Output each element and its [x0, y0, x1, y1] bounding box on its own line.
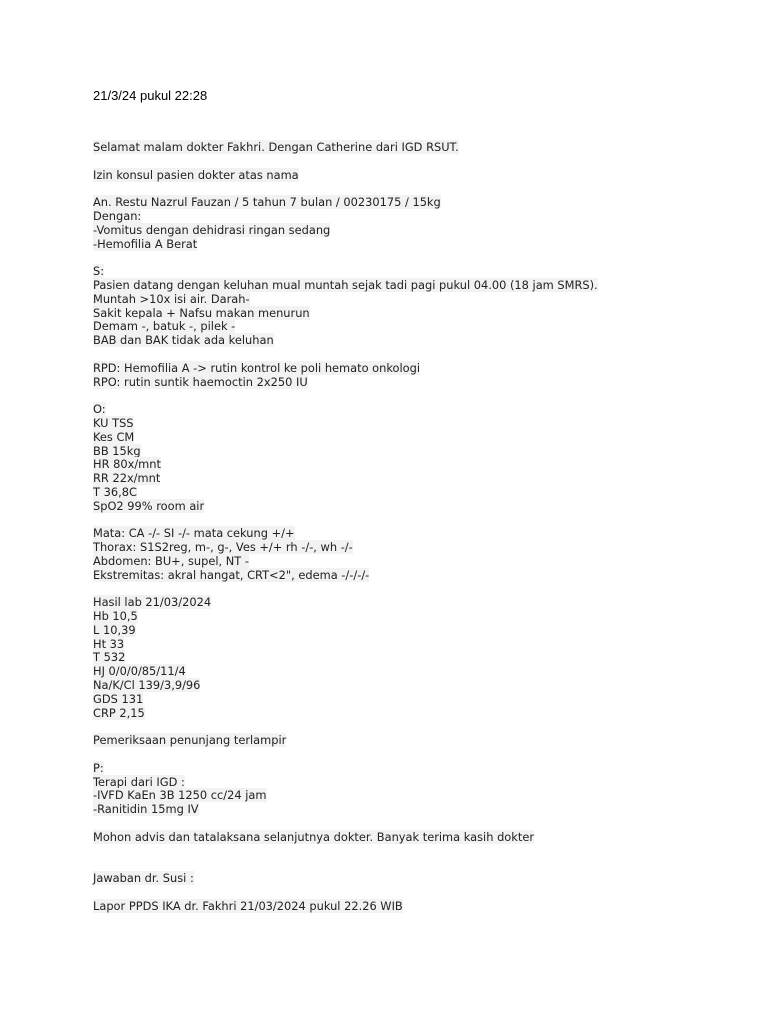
lab-line: Hb 10,5: [93, 609, 138, 624]
patient-identity-line: An. Restu Nazrul Fauzan / 5 tahun 7 bulan / 00230175 / 15kg: [93, 195, 441, 210]
lab-line: Hasil lab 21/03/2024: [93, 595, 212, 610]
dengan-label: Dengan:: [93, 208, 142, 223]
subjective-line: Pasien datang dengan keluhan mual muntah sejak tadi pagi pukul 04.00 (18 jam SMRS).: [93, 277, 598, 292]
reply-label: Jawaban dr. Susi :: [93, 871, 194, 886]
lab-line: HJ 0/0/0/85/11/4: [93, 664, 186, 679]
diagnosis-line: -Hemofilia A Berat: [93, 236, 198, 251]
history-line: RPD: Hemofilia A -> rutin kontrol ke poli hemato onkologi: [93, 360, 421, 375]
report-line: Lapor PPDS IKA dr. Fakhri 21/03/2024 pukul 22.26 WIB: [93, 898, 403, 913]
lab-line: Ht 33: [93, 636, 125, 651]
diagnosis-line: -Vomitus dengan dehidrasi ringan sedang: [93, 222, 331, 237]
closing-line: Mohon advis dan tatalaksana selanjutnya dokter. Banyak terima kasih dokter: [93, 829, 535, 844]
plan-label: P:: [93, 760, 104, 775]
subjective-line: Demam -, batuk -, pilek -: [93, 319, 236, 334]
subjective-line: Muntah >10x isi air. Darah-: [93, 291, 250, 306]
subjective-line: BAB dan BAK tidak ada keluhan: [93, 333, 274, 348]
plan-line: -Ranitidin 15mg IV: [93, 802, 199, 817]
vital-line: T 36,8C: [93, 484, 137, 499]
lab-line: CRP 2,15: [93, 705, 145, 720]
vital-line: KU TSS: [93, 415, 134, 430]
exam-line: Thorax: S1S2reg, m-, g-, Ves +/+ rh -/-, wh -/-: [93, 540, 353, 555]
consult-request-line: Izin konsul pasien dokter atas nama: [93, 167, 299, 182]
plan-line: -IVFD KaEn 3B 1250 cc/24 jam: [93, 788, 267, 803]
vital-line: HR 80x/mnt: [93, 457, 161, 472]
consult-message: [93, 141, 733, 914]
attachment-note: Pemeriksaan penunjang terlampir: [93, 733, 287, 748]
vital-line: Kes CM: [93, 429, 135, 444]
vital-line: RR 22x/mnt: [93, 471, 161, 486]
plan-line: Terapi dari IGD :: [93, 774, 185, 789]
history-line: RPO: rutin suntik haemoctin 2x250 IU: [93, 374, 308, 389]
greeting-line: Selamat malam dokter Fakhri. Dengan Catherine dari IGD RSUT.: [93, 140, 459, 154]
objective-label: O:: [93, 402, 106, 417]
exam-line: Abdomen: BU+, supel, NT -: [93, 553, 249, 568]
subjective-line: Sakit kepala + Nafsu makan menurun: [93, 305, 310, 320]
lab-line: T 532: [93, 650, 126, 665]
lab-line: L 10,39: [93, 622, 136, 637]
vital-line: SpO2 99% room air: [93, 498, 205, 513]
subjective-label: S:: [93, 264, 105, 279]
exam-line: Ekstremitas: akral hangat, CRT<2", edema -/-/-/-: [93, 567, 370, 582]
message-datetime: 21/3/24 pukul 22:28: [93, 88, 208, 103]
lab-line: Na/K/Cl 139/3,9/96: [93, 678, 201, 693]
vital-line: BB 15kg: [93, 443, 141, 458]
exam-line: Mata: CA -/- SI -/- mata cekung +/+: [93, 526, 295, 541]
lab-line: GDS 131: [93, 691, 144, 706]
